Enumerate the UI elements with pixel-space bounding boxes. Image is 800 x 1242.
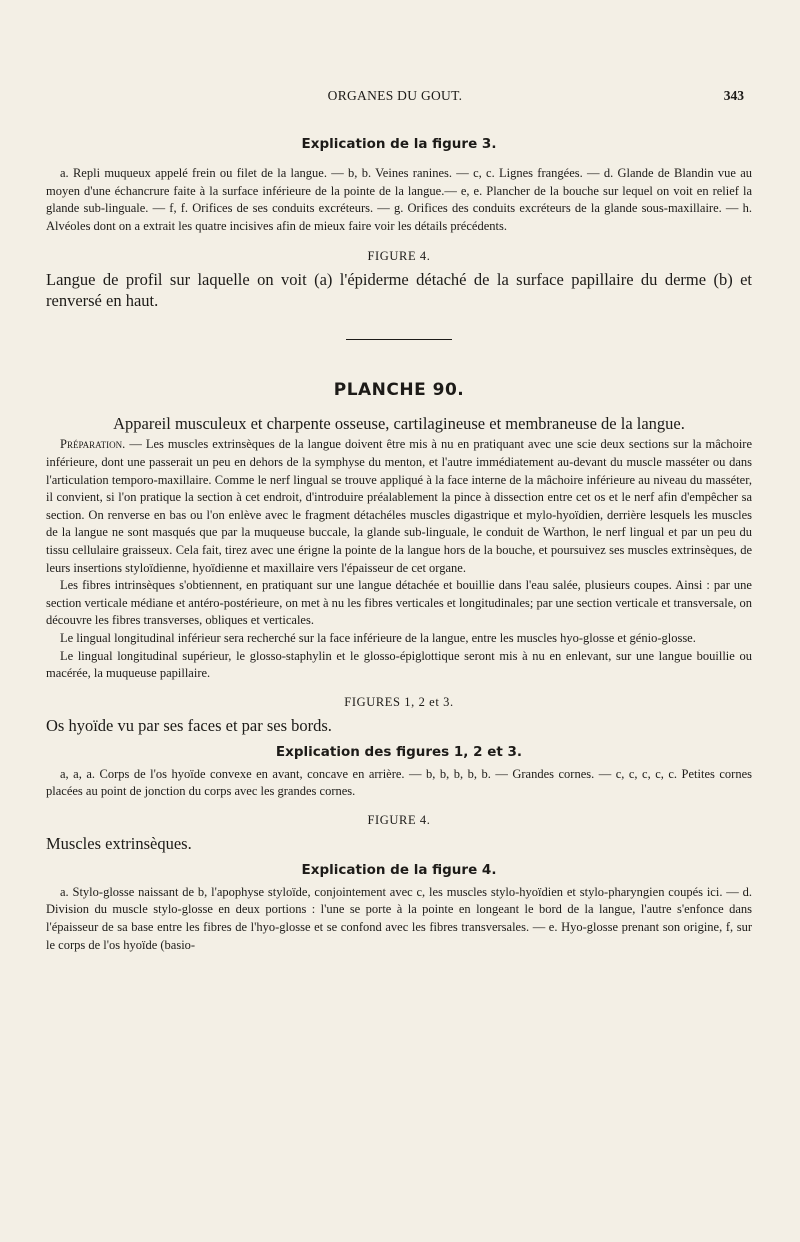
preparation-paragraph xyxy=(46,436,752,577)
figure-4b-heading: Explication de la figure 4. xyxy=(301,861,497,878)
planche-paragraph-3: Le lingual longitudinal inférieur sera recherché sur la face inférieure de la langue, entre les muscles hyo-glosse et génio-glosse. xyxy=(60,630,696,645)
figure-label-4b: FIGURE 4. xyxy=(367,812,431,827)
planche-subtitle: Appareil musculeux et charpente osseuse, cartilagineuse et membraneuse de la langue. xyxy=(113,414,685,434)
figures-123-explanation: a, a, a. Corps de l'os hyoïde convexe en avant, concave en arrière. — b, b, b, b, b. — Grandes cornes. — c, c, c, c, c. Petites cornes placées au point de jonction du corps avec les grandes cornes. xyxy=(46,766,752,799)
figure-4b-explanation: a. Stylo-glosse naissant de b, l'apophyse styloïde, conjointement avec c, les muscles stylo-hyoïdien et stylo-pharyngien coupés ici. — d. Division du muscle stylo-glosse en deux portions : l'une se porte à la pointe en longeant le bord de la langue, l'autre s'enfonce dans l'épaisseur de sa base entre les fibres de l'hyo-glosse et se confond avec les fibres transversales. — e. Hyo-glosse prenant son origine, f, sur le corps de l'os hyoïde (basio- xyxy=(46,884,752,952)
fig3-explanation: a. Repli muqueux appelé frein ou filet de la langue. — b, b. Veines ranines. — c, c. Lignes frangées. — d. Glande de Blandin vue au moyen d'une échancrure faite à la surface inférieure de la pointe de la langue.— e, e. Plancher de la bouche sur lequel on voit en relief la glande sub-linguale. — f, f. Orifices de ses conduits excréteurs. — g. Orifices des conduits excréteurs de la glande sous-maxillaire. — h. Alvéoles dont on a extrait les quatre incisives afin de mieux faire voir les détails précédents. xyxy=(46,166,752,233)
figures-label-123: FIGURES 1, 2 et 3. xyxy=(344,694,454,709)
planche-title: PLANCHE 90. xyxy=(333,380,465,401)
figures-123-caption: Os hyoïde vu par ses faces et par ses bords. xyxy=(46,715,332,735)
preparation-label: Préparation. xyxy=(60,437,126,452)
page-number: 343 xyxy=(723,88,744,103)
preparation-text: — Les muscles extrinsèques de la langue doivent être mis à nu en pratiquant avec une scie deux sections sur la mâchoire inférieure, dont une passerait un peu en dehors de la symphyse du menton, et l'autre immédiatement au-devant du muscle masséter ou dans l'articulation temporo-maxillaire. Comme le nerf lingual se trouve appliqué à la face interne de la mâchoire inférieure au niveau du masséter, il convient, si l'on pratique la section à cet endroit, d'introduire préalablement la pince à dissection entre cet os et le nerf afin d'empêcher sa section. On renverse en bas ou l'on enlève avec le fragment détachéles muscles digastrique et mylo-hyoïdien, derrière lesquels les muscles de la langue ne sont masqués que par la muqueuse buccale, la glande sub-linguale, le conduit de Warthon, le nerf lingual et par un peu du tissu cellulaire graisseux. Cela fait, tirez avec une érigne la pointe de la langue hors de la bouche, et poursuivez ses muscles extrinsèques, de leurs insertions styloïdienne, hyoïdienne et maxillaire vers l'épaisseur de cet organe. xyxy=(46,437,753,575)
figure-label-4: FIGURE 4. xyxy=(367,249,431,264)
page-header xyxy=(46,88,744,108)
page-body xyxy=(46,136,752,954)
figure-4b-caption: Muscles extrinsèques. xyxy=(46,833,192,853)
running-title: ORGANES DU GOUT. xyxy=(327,88,463,103)
planche-paragraph-2: Les fibres intrinsèques s'obtiennent, en pratiquant sur une langue détachée et bouillie dans l'eau salée, plusieurs coupes. Ainsi : par une section verticale médiane et antéro-postérieure, on met à nu les fibres verticales et longitudinales; par une section verticale et transversale, on découvre les fibres transverses, obliques et verticales. xyxy=(46,578,752,628)
figure-4-caption: Langue de profil sur laquelle on voit (a) l'épiderme détaché de la surface papillaire du derme (b) et renversé en haut. xyxy=(46,270,752,311)
planche-paragraph-4: Le lingual longitudinal supérieur, le glosso-staphylin et le glosso-épiglottique seront mis à nu en enlevant, sur une langue bouillie ou macérée, la muqueuse papillaire. xyxy=(46,648,752,681)
figures-123-heading: Explication des figures 1, 2 et 3. xyxy=(275,743,523,760)
section-heading-fig3: Explication de la figure 3. xyxy=(301,136,497,152)
